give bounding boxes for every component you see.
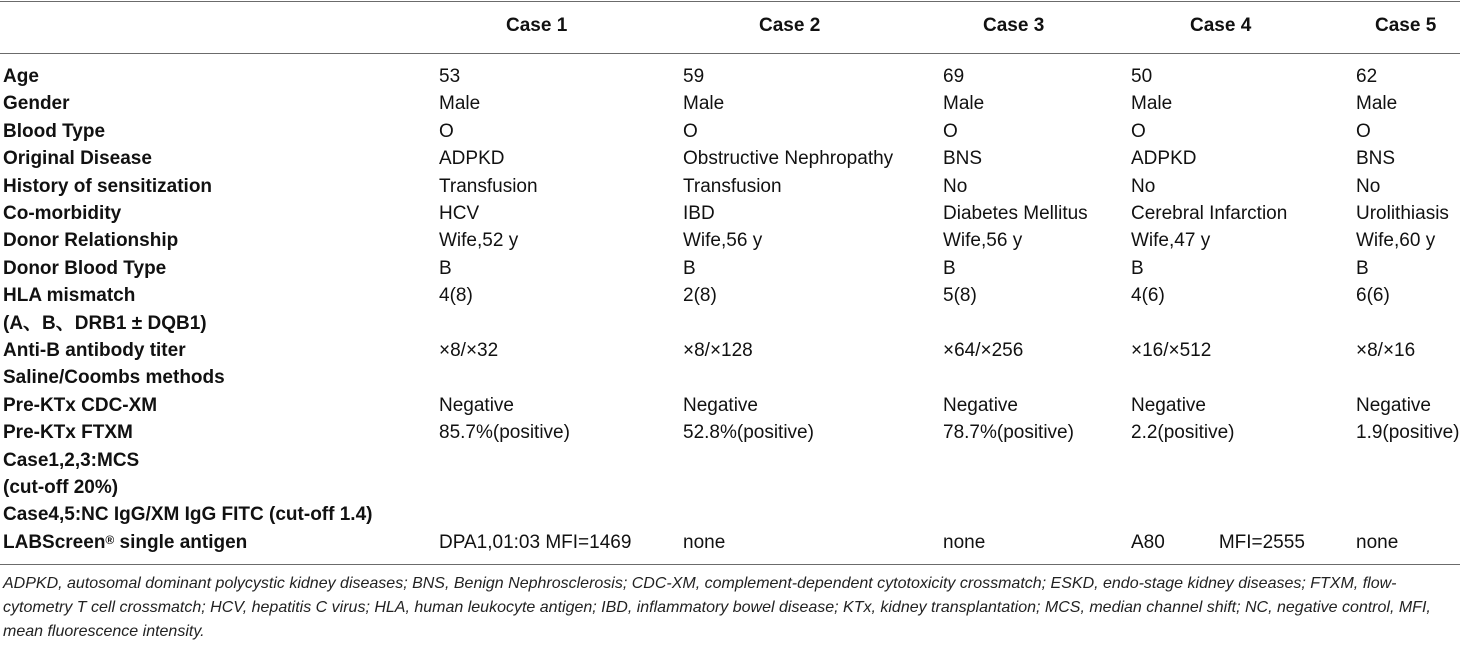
cell-case-5: BNS (1356, 148, 1396, 170)
cell-case-4: 50 (1131, 66, 1153, 87)
cell-case-1: Transfusion (439, 175, 538, 197)
cell-case-5: 1.9(positive) (1356, 422, 1460, 444)
cell-case-2: Obstructive Nephropathy (683, 148, 894, 170)
cell-case-2: none (683, 531, 726, 553)
table-row (0, 364, 1460, 391)
table-header-rule (0, 53, 1460, 54)
table-row (0, 419, 1460, 446)
cell-case-3: ×64/×256 (943, 340, 1024, 361)
table-row (0, 200, 1460, 227)
cell-case-3: none (943, 531, 986, 553)
cell-case-1: HCV (439, 203, 480, 224)
table-row (0, 145, 1460, 172)
cell-case-4: ADPKD (1131, 148, 1197, 170)
row-label: Gender (3, 93, 70, 115)
cell-case-3: O (943, 120, 958, 142)
header-case-5: Case 5 (1375, 15, 1437, 36)
cell-case-4: 4(6) (1131, 285, 1165, 307)
row-label: Case1,2,3:MCS (3, 449, 140, 471)
cell-case-2: 2(8) (683, 285, 717, 307)
row-label: Pre-KTx CDC-XM (3, 394, 158, 416)
cell-case-1: 85.7%(positive) (439, 422, 570, 444)
table-row (0, 501, 1460, 528)
cell-case-2: ×8/×128 (683, 340, 753, 361)
cell-case-1: Negative (439, 394, 514, 416)
cell-case-3: No (943, 175, 968, 197)
cell-case-4: No (1131, 175, 1156, 197)
cell-case-1: B (439, 257, 452, 279)
cell-case-4: Male (1131, 93, 1173, 115)
labscreen-label-rest: single antigen (114, 531, 248, 553)
cell-case-4: Wife,47 y (1131, 230, 1211, 252)
cell-case-1: DPA1,01:03 MFI=1469 (439, 531, 632, 553)
row-label: Blood Type (3, 120, 106, 142)
cell-case-5: Male (1356, 93, 1398, 115)
header-case-4: Case 4 (1190, 15, 1252, 36)
cell-case-1: Wife,52 y (439, 230, 519, 252)
cell-case-5: Urolithiasis (1356, 203, 1449, 224)
header-case-3: Case 3 (983, 15, 1045, 36)
row-label: (cut-off 20%) (3, 477, 119, 498)
cell-case-4: ×16/×512 (1131, 340, 1212, 361)
cell-case-2: O (683, 120, 698, 142)
cell-case-5: 6(6) (1356, 285, 1390, 307)
cell-case-5: Negative (1356, 394, 1431, 416)
row-label: Case4,5:NC IgG/XM IgG FITC (cut-off 1.4) (3, 504, 373, 526)
row-label: Anti-B antibody titer (3, 340, 186, 361)
row-label: History of sensitization (3, 175, 213, 197)
cell-case-2: B (683, 257, 696, 279)
cell-case-3: BNS (943, 148, 983, 170)
cell-case-3: Wife,56 y (943, 230, 1023, 252)
cell-case-3: Diabetes Mellitus (943, 203, 1088, 224)
row-label (3, 529, 247, 556)
table-bottom-rule (0, 564, 1460, 565)
table-row (0, 392, 1460, 419)
cell-case-1: 53 (439, 66, 461, 87)
table-row (0, 227, 1460, 254)
table-top-rule (0, 1, 1460, 2)
row-label: HLA mismatch (3, 285, 136, 307)
case4-antigen: A80 (1131, 531, 1165, 553)
cell-case-3: Male (943, 93, 985, 115)
cell-case-3: 69 (943, 66, 965, 87)
table-row (0, 255, 1460, 282)
table-row (0, 474, 1460, 501)
cell-case-2: IBD (683, 203, 715, 224)
registered-mark: ® (105, 532, 115, 547)
table-footnote: ADPKD, autosomal dominant polycystic kidney diseases; BNS, Benign Nephrosclerosis; CDC-XM, complement-dependent cytotoxicity crossmatch; ESKD, endo-stage kidney diseases; FTXM, flow-cytometry T cell crossmatch; HCV, hepatitis C virus; HLA, human leukocyte antigen; IBD, inflammatory bowel disease; KTx, kidney transplantation; MCS, median channel shift; NC, negative control, MFI, mean fluorescence intensity. (3, 575, 1431, 640)
cell-case-2: Negative (683, 394, 758, 416)
cell-case-5: B (1356, 257, 1369, 279)
table-row (0, 90, 1460, 117)
row-label: (A、B、DRB1 ± DQB1) (3, 312, 207, 334)
cell-case-4: Cerebral Infarction (1131, 203, 1288, 224)
cell-case-5: none (1356, 531, 1399, 553)
cell-case-2: Wife,56 y (683, 230, 763, 252)
cell-case-1: ×8/×32 (439, 340, 499, 361)
cell-case-3: 5(8) (943, 285, 977, 307)
cell-case-2: 59 (683, 66, 705, 87)
case4-mfi: MFI=2555 (1218, 531, 1305, 553)
cell-case-2: Male (683, 93, 725, 115)
cell-case-1: Male (439, 93, 481, 115)
table-row (0, 63, 1460, 90)
cell-case-3: B (943, 257, 956, 279)
cell-case-1: 4(8) (439, 285, 473, 307)
cell-case-4: Negative (1131, 394, 1206, 416)
cell-case-1: O (439, 120, 454, 142)
cell-case-5: Wife,60 y (1356, 230, 1436, 252)
row-label: Pre-KTx FTXM (3, 422, 133, 444)
table-row-labscreen (0, 529, 1460, 556)
header-case-1: Case 1 (506, 15, 568, 36)
cell-case-4: B (1131, 257, 1144, 279)
row-label: Age (3, 66, 39, 87)
table-row (0, 337, 1460, 364)
row-label: Donor Relationship (3, 230, 179, 252)
labscreen-label: LABScreen (3, 531, 106, 553)
cell-case-4 (1131, 529, 1305, 556)
row-label: Donor Blood Type (3, 257, 167, 279)
row-label: Saline/Coombs methods (3, 367, 225, 389)
cell-case-3: Negative (943, 394, 1018, 416)
cell-case-5: No (1356, 175, 1381, 197)
table-row (0, 118, 1460, 145)
cell-case-2: Transfusion (683, 175, 782, 197)
table-row (0, 282, 1460, 309)
cell-case-5: O (1356, 120, 1371, 142)
cell-case-4: O (1131, 120, 1146, 142)
table-row (0, 173, 1460, 200)
row-label: Co-morbidity (3, 203, 122, 224)
cell-case-5: 62 (1356, 66, 1378, 87)
cell-case-4: 2.2(positive) (1131, 422, 1235, 444)
table-row (0, 310, 1460, 337)
row-label: Original Disease (3, 148, 152, 170)
table-row (0, 447, 1460, 474)
cell-case-5: ×8/×16 (1356, 340, 1416, 361)
header-case-2: Case 2 (759, 15, 821, 36)
cell-case-3: 78.7%(positive) (943, 422, 1074, 444)
cell-case-2: 52.8%(positive) (683, 422, 814, 444)
cell-case-1: ADPKD (439, 148, 505, 170)
